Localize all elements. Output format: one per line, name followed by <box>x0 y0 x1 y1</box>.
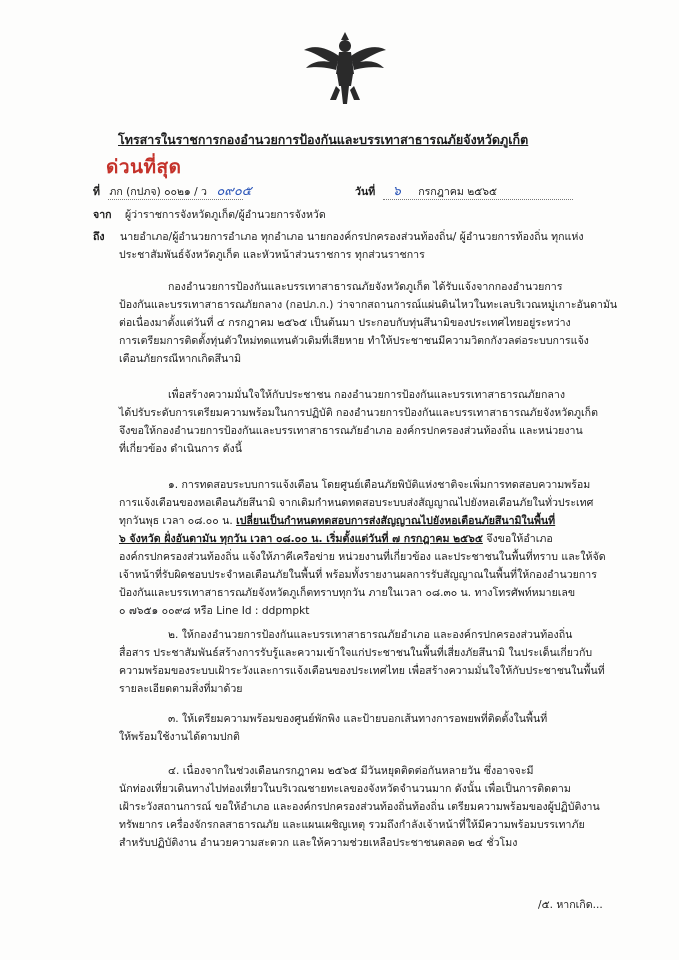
item1-line-7: ป้องกันและบรรเทาสาธารณภัยจังหวัดภูเก็ตทราบทุกวัน ภายในเวลา ๐๘.๓๐ น. ทางโทรศัพท์หมายเลข <box>119 587 576 599</box>
item1-line-4a: ๖ จังหวัด ฝั่งอันดามัน ทุกวัน เวลา ๐๘.๐๐ น. เริ่มตั้งแต่วันที่ ๗ กรกฎาคม ๒๕๖๕ <box>119 533 483 545</box>
urgent-stamp: ด่วนที่สุด <box>106 156 182 178</box>
date-dots <box>383 199 573 200</box>
p2-line-3: จึงขอให้กองอำนวยการป้องกันและบรรเทาสาธารณภัยอำเภอ องค์กรปกครองส่วนท้องถิ่น และหน่วยงาน <box>119 425 583 437</box>
ref-no-dots <box>108 199 243 200</box>
garuda-emblem-icon <box>300 28 390 108</box>
date-label: วันที่ <box>355 186 376 198</box>
item2-line-1: ๒. ให้กองอำนวยการป้องกันและบรรเทาสาธารณภัยอำเภอ และองค์กรปกครองส่วนท้องถิ่น <box>168 629 573 641</box>
p2-line-1: เพื่อสร้างความมั่นใจให้กับประชาชน กองอำนวยการป้องกันและบรรเทาสาธารณภัยกลาง <box>168 389 566 401</box>
p1-line-3: ต่อเนื่องมาตั้งแต่วันที่ ๔ กรกฎาคม ๒๕๖๕ เป็นต้นมา ประกอบกับทุ่นสึนามิของประเทศไทยอยู่ระหว่าง <box>119 317 571 329</box>
item4-line-1: ๔. เนื่องจากในช่วงเดือนกรกฎาคม ๒๕๖๕ มีวันหยุดติดต่อกันหลายวัน ซึ่งอาจจะมี <box>168 765 534 777</box>
to-label: ถึง <box>93 231 105 243</box>
item2-line-2: สื่อสาร ประชาสัมพันธ์สร้างการรับรู้และความเข้าใจแก่ประชาชนในพื้นที่เสี่ยงภัยสึนามิ ในประเด็นเกี่ยวกับ <box>119 647 593 659</box>
p1-line-2: ป้องกันและบรรเทาสาธารณภัยกลาง (กอปภ.ก.) ว่าจากสถานการณ์แผ่นดินไหวในทะเลบริเวณหมู่เกาะอันดามัน <box>119 299 618 311</box>
item1-line-6: เจ้าหน้าที่รับผิดชอบประจำหอเตือนภัยในพื้นที่ พร้อมทั้งรายงานผลการรับสัญญาณในพื้นที่ให้กองอำนวยการ <box>119 569 597 581</box>
item1-line-2: การแจ้งเตือนของหอเตือนภัยสึนามิ จากเดิมกำหนดทดสอบระบบส่งสัญญาณไปยังหอเตือนภัยในทั่วประเทศ <box>119 497 594 509</box>
item1-line-3b: เปลี่ยนเป็นกำหนดทดสอบการส่งสัญญาณไปยังหอเตือนภัยสึนามิในพื้นที่ <box>236 515 556 527</box>
item1-line-4b: จึงขอให้อำเภอ <box>482 533 553 545</box>
item4-line-5: สำหรับปฏิบัติงาน อำนวยความสะดวก และให้ความช่วยเหลือประชาชนตลอด ๒๔ ชั่วโมง <box>119 837 518 849</box>
item2-line-3: ความพร้อมของระบบเฝ้าระวังและการแจ้งเตือนของประเทศไทย เพื่อสร้างความมั่นใจให้กับประชาชนในพื้นที่ <box>119 665 605 677</box>
item2-line-4: รายละเอียดตามสิ่งที่มาด้วย <box>119 683 243 695</box>
date-day-handwritten: ๖ <box>392 184 401 199</box>
p2-line-2: ได้ปรับระดับการเตรียมความพร้อมในการปฏิบัติ กองอำนวยการป้องกันและบรรเทาสาธารณภัยจังหวัดภูเก็ต <box>119 407 598 419</box>
continuation-note: /๕. หากเกิด... <box>538 899 603 911</box>
to-line-2: ประชาสัมพันธ์จังหวัดภูเก็ต และหัวหน้าส่วนราชการ ทุกส่วนราชการ <box>119 249 425 261</box>
p1-line-4: การเตรียมการติดตั้งทุ่นตัวใหม่ทดแทนตัวเดิมที่เสียหาย ทำให้ประชาชนมีความวิตกกังวลต่อระบบการแจ้ง <box>119 335 589 347</box>
item1-line-8: ๐ ๗๖๕๑ ๐๐๙๘ หรือ Line Id : ddpmpkt <box>119 605 310 617</box>
to-line-1: นายอำเภอ/ผู้อำนวยการอำเภอ ทุกอำเภอ นายกองค์กรปกครองส่วนท้องถิ่น/ ผู้อำนวยการท้องถิ่น ทุกแห่ง <box>119 231 584 243</box>
item3-line-2: ให้พร้อมใช้งานได้ตามปกติ <box>119 731 240 743</box>
from-value: ผู้ว่าราชการจังหวัดภูเก็ต/ผู้อำนวยการจังหวัด <box>124 209 326 221</box>
p2-line-4: ที่เกี่ยวข้อง ดำเนินการ ดังนี้ <box>119 443 242 455</box>
item4-line-3: เฝ้าระวังสถานการณ์ ขอให้อำเภอ และองค์กรปกครองส่วนท้องถิ่นท้องถิ่น เตรียมความพร้อมของผู้ปฏิบัติงาน <box>119 801 600 813</box>
item4-line-4: ทรัพยากร เครื่องจักรกลสาธารณภัย และแผนเผชิญเหตุ รวมถึงกำลังเจ้าหน้าที่ให้มีความพร้อมบรรเทาภัย <box>119 819 585 831</box>
from-label: จาก <box>93 209 112 221</box>
date-month-year: กรกฎาคม ๒๕๖๕ <box>418 186 497 198</box>
p1-line-1: กองอำนวยการป้องกันและบรรเทาสาธารณภัยจังหวัดภูเก็ต ได้รับแจ้งจากกองอำนวยการ <box>168 281 563 293</box>
p1-line-5: เตือนภัยกรณีหากเกิดสึนามิ <box>119 353 242 365</box>
item4-line-2: นักท่องเที่ยวเดินทางไปท่องเที่ยวในบริเวณชายทะเลของจังหวัดจำนวนมาก ดังนั้น เพื่อเป็นการติดตาม <box>119 783 571 795</box>
ref-no-handwritten: ๐๙๐๕ <box>216 184 252 199</box>
item1-line-3a: ทุกวันพุธ เวลา ๐๘.๐๐ น. <box>119 515 237 527</box>
item3-line-1: ๓. ให้เตรียมความพร้อมของศูนย์พักพิง และป้ายบอกเส้นทางการอพยพที่ติดตั้งในพื้นที่ <box>168 713 548 725</box>
document-title: โทรสารในราชการกองอำนวยการป้องกันและบรรเทาสาธารณภัยจังหวัดภูเก็ต <box>118 132 529 147</box>
item1-line-1: ๑. การทดสอบระบบการแจ้งเตือน โดยศูนย์เตือนภัยพิบัติแห่งชาติจะเพิ่มการทดสอบความพร้อม <box>168 479 591 491</box>
item1-line-5: องค์กรปกครองส่วนท้องถิ่น แจ้งให้ภาคีเครือข่าย หน่วยงานที่เกี่ยวข้อง และประชาชนในพื้นที่ทราบ และให้จัด <box>119 551 606 563</box>
ref-no-value: ภก (กปภจ) ๐๐๒๑ / ว <box>109 186 207 198</box>
ref-no-label: ที่ <box>93 186 100 198</box>
